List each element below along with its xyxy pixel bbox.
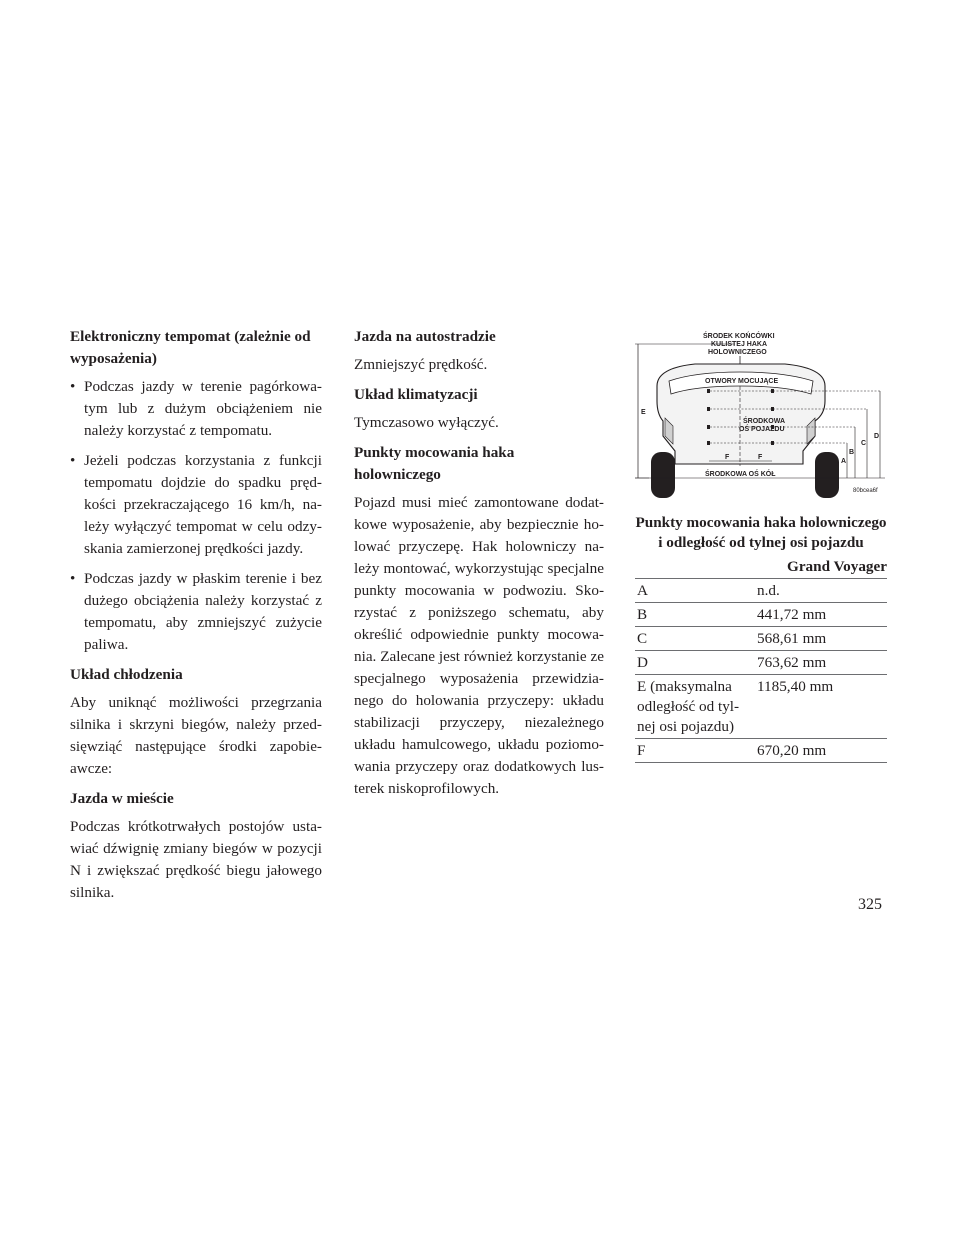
table-row xyxy=(635,579,887,603)
bullet-item xyxy=(70,568,322,656)
table-header-row xyxy=(635,555,887,579)
diagram-letter-b: B xyxy=(849,449,855,456)
hitch-diagram xyxy=(635,326,893,498)
left-column xyxy=(70,326,322,912)
row-value: 1185,40 mm xyxy=(757,678,834,695)
diagram-label-hitch-ball-3: HOLOWNICZEGO xyxy=(708,349,767,356)
heading-highway: Jazda na autostradzie xyxy=(354,328,496,345)
cruise-control-bullets xyxy=(70,376,322,656)
row-value: 441,72 mm xyxy=(757,606,827,623)
bullet-text: Jeżeli podczas korzystania z funkcji tempomatu dojdzie do spadku pręd-kości przekraczającego 16 km/h, na-leży wyłączyć tempomat w celu odzy-skania zamierzonej prędkości jazdy. xyxy=(84,452,322,557)
row-value: 670,20 mm xyxy=(757,742,827,759)
row-value: n.d. xyxy=(757,582,780,599)
diagram-label-mounting-holes: OTWORY MOCUJĄCE xyxy=(705,378,779,385)
diagram-letter-c: C xyxy=(861,440,867,447)
diagram-letter-f-left: F xyxy=(725,454,730,461)
bullet-text: Podczas jazdy w terenie pagórkowa-tym lub z dużym obciążeniem nie należy korzystać z tempomatu. xyxy=(84,378,322,439)
diagram-letter-f-right: F xyxy=(758,454,763,461)
hitch-distance-table xyxy=(635,555,887,763)
diagram-code: 80bcea6f xyxy=(853,488,878,494)
table-header-model: Grand Voyager xyxy=(755,555,887,579)
row-label: F xyxy=(637,742,646,759)
heading-cooling-system: Układ chłodzenia xyxy=(70,666,183,683)
heading-hitch-mounting: Punkty mocowania haka holowniczego xyxy=(354,444,515,483)
bullet-mark: • xyxy=(70,452,76,469)
heading-cruise-control: Elektroniczny tempomat (zależnie od wyposażenia) xyxy=(70,328,311,367)
table-row xyxy=(635,627,887,651)
diagram-label-hitch-ball-1: ŚRODEK KOŃCÓWKI xyxy=(703,333,775,340)
row-label: B xyxy=(637,606,648,623)
row-label: D xyxy=(637,654,648,671)
diagram-letter-e: E xyxy=(641,409,646,416)
hitch-mounting-paragraph: Pojazd musi mieć zamontowane dodat-kowe wyposażenie, aby bezpiecznie ho-lować przyczepę. Hak holowniczy na-leży montować, wykorzystując specjalne punkty mocowania w podwoziu. Sko-rzystać z poniższego schematu, aby określić odpowiednie punkty mocowa-nia. Zalecane jest również korzystanie ze specjalnego wyposażenia przewidzia-nego do holowania przyczepy: układu stabilizacji przyczepy, niezależnego układu hamulcowego, układu poziomo-wania przyczepy oraz dodatkowych lus-terek niskoprofilowych. xyxy=(354,494,604,797)
cooling-paragraph: Aby uniknąć możliwości przegrzania silnika i skrzyni biegów, należy przed-sięwziąć następujące środki zapobie-awcze: xyxy=(70,694,322,777)
table-row xyxy=(635,651,887,675)
row-value: 568,61 mm xyxy=(757,630,827,647)
bullet-mark: • xyxy=(70,570,76,587)
table-header-empty xyxy=(635,555,755,579)
row-label: E (maksymalna odległość od tyl-nej osi pojazdu) xyxy=(637,678,740,735)
right-column xyxy=(635,326,887,763)
table-row xyxy=(635,675,887,739)
diagram-label-vehicle-axis-1: ŚRODKOWA xyxy=(743,418,785,425)
diagram-label-hitch-ball-2: KULISTEJ HAKA xyxy=(711,341,768,348)
row-label: A xyxy=(637,582,648,599)
bullet-item xyxy=(70,376,322,442)
diagram-label-vehicle-axis-2: OŚ POJAZDU xyxy=(739,426,785,433)
highway-paragraph: Zmniejszyć prędkość. xyxy=(354,356,488,373)
table-title: Punkty mocowania haka holowniczego i odległość od tylnej osi pojazdu xyxy=(635,514,887,551)
diagram-letter-d: D xyxy=(874,433,880,440)
row-label: C xyxy=(637,630,648,647)
bullet-item xyxy=(70,450,322,560)
bullet-mark: • xyxy=(70,378,76,395)
diagram-letter-a: A xyxy=(841,458,847,465)
page-number: 325 xyxy=(858,896,882,913)
air-conditioning-paragraph: Tymczasowo wyłączyć. xyxy=(354,414,499,431)
diagram-label-wheel-axis: ŚRODKOWA OŚ KÓŁ xyxy=(705,471,776,478)
hitch-diagram-svg xyxy=(635,326,893,498)
table-row xyxy=(635,603,887,627)
table-row xyxy=(635,739,887,763)
row-value: 763,62 mm xyxy=(757,654,827,671)
middle-column xyxy=(354,326,604,808)
bullet-text: Podczas jazdy w płaskim terenie i bez dużego obciążenia należy korzystać z tempomatu, aby zmniejszyć zużycie paliwa. xyxy=(84,570,322,653)
heading-air-conditioning: Układ klimatyzacji xyxy=(354,386,478,403)
heading-city-driving: Jazda w mieście xyxy=(70,790,174,807)
city-driving-paragraph: Podczas krótkotrwałych postojów usta-wiać dźwignię zmiany biegów w pozycji N i zwiększać prędkość biegu jałowego silnika. xyxy=(70,818,322,901)
